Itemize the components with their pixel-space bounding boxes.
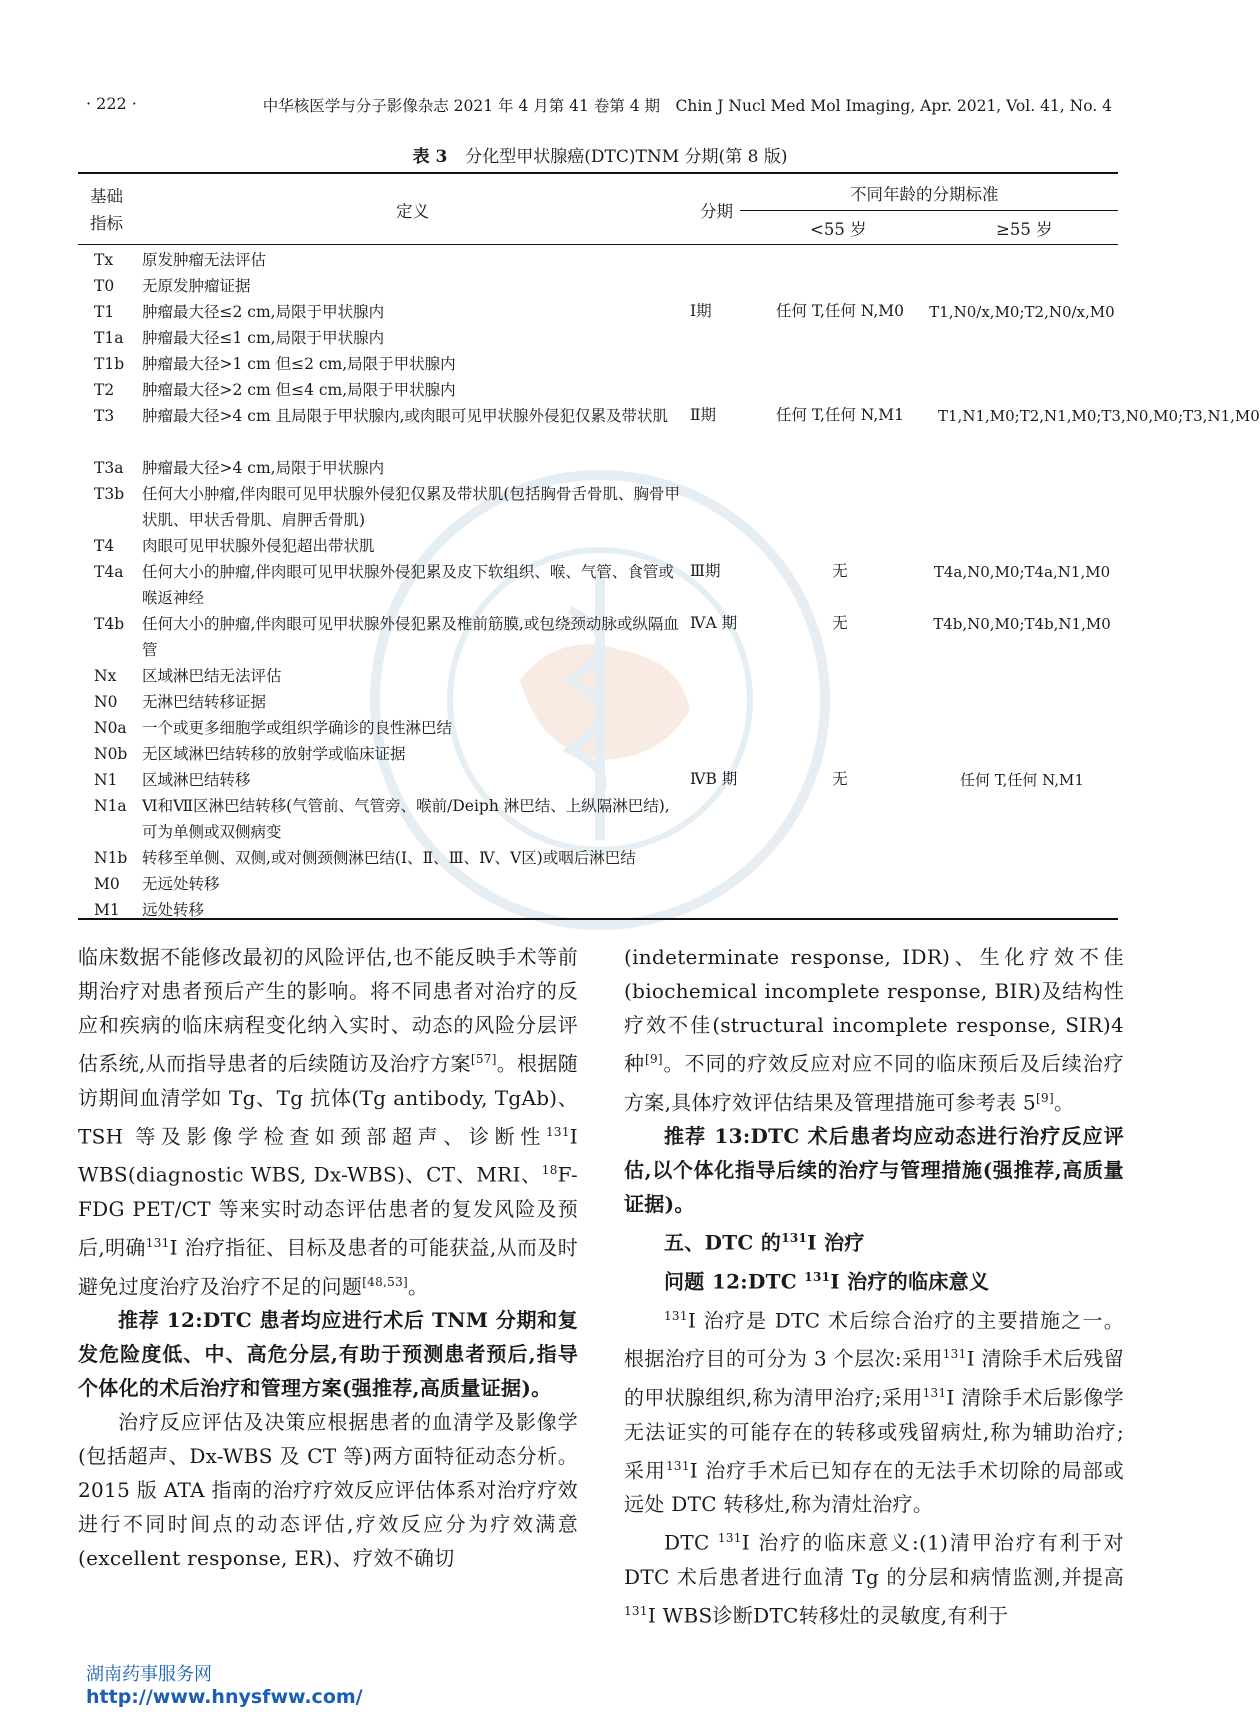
journal-citation: 中华核医学与分子影像杂志 2021 年 4 月第 41 卷第 4 期 Chin J Nucl Med Mol Imaging, Apr. 2021, Vol. 41, No. 4: [262, 97, 1112, 115]
stage-1: Ⅰ期: [690, 302, 712, 320]
page-number: · 222 ·: [86, 94, 137, 113]
right-text-column: [624, 940, 1124, 1633]
stage-1-under55: 任何 T,任何 N,M0: [775, 302, 905, 320]
paragraph: $^{131}$I 治疗是 DTC 术后综合治疗的主要措施之一。根据治疗目的可分为 3 个层次:采用$^{131}$I 清除手术后残留的甲状腺组织,称为清甲治疗;采用$^{131}$I 清除手术后影像学无法证实的可能存在的转移或残留病灶,称为辅助治疗;采用$^{131}$I 治疗手术后已知存在的无法手术切除的局部或远处 DTC 转移灶,称为清灶治疗。: [624, 1308, 1125, 1517]
left-text-column: [78, 940, 578, 1575]
table-subheader-rule: [740, 210, 1118, 211]
stage-1-over55: T1,N0/x,M0;T2,N0/x,M0: [929, 303, 1115, 321]
running-header: [86, 94, 1112, 118]
stage-2-over55: T1,N1,M0;T2,N1,M0;T3,N0,M0;T3,N1,M0: [938, 407, 1260, 425]
recommendation-12: 推荐 12:DTC 患者均应进行术后 TNM 分期和复发危险度低、中、高危分层,有助于预测患者预后,指导个体化的术后治疗和管理方案(强推荐,高质量证据)。: [78, 1308, 578, 1401]
section-heading-5: 五、DTC 的$^{131}$I 治疗: [664, 1230, 865, 1255]
stage-3-over55: T4a,N0,M0;T4a,N1,M0: [933, 563, 1111, 581]
header-stage: 分期: [700, 202, 733, 221]
source-site-name: 湖南药事服务网: [86, 1664, 212, 1685]
table-caption: 分化型甲状腺癌(DTC)TNM 分期(第 8 版): [465, 147, 788, 167]
source-footer: [86, 1660, 363, 1708]
recommendation-13: 推荐 13:DTC 术后患者均应动态进行治疗反应评估,以个体化指导后续的治疗与管理措施(强推荐,高质量证据)。: [624, 1124, 1124, 1217]
header-definition: 定义: [396, 202, 429, 221]
question-12-heading: 问题 12:DTC $^{131}$I 治疗的临床意义: [664, 1269, 990, 1294]
stage-3-under55: 无: [832, 562, 848, 580]
stage-4b-under55: 无: [832, 770, 848, 788]
paragraph: 临床数据不能修改最初的风险评估,也不能反映手术等前期治疗对患者预后产生的影响。将不同患者对治疗的反应和疾病的临床病程变化纳入实时、动态的风险分层评估系统,从而指导患者的后续随访及治疗方案[57]。根据随访期间血清学如 Tg、Tg 抗体(Tg antibody, TgAb)、TSH 等及影像学检查如颈部超声、诊断性$^{131}$I WBS(diagnostic WBS, Dx-WBS)、CT、MRI、$^{18}$F-FDG PET/CT 等来实时动态评估患者的复发风险及预后,明确$^{131}$I 治疗指征、目标及患者的可能获益,从而及时避免过度治疗及治疗不足的问题[48,53]。: [78, 945, 579, 1299]
table-title: [0, 142, 1200, 167]
stage-3: Ⅲ期: [690, 562, 721, 580]
stage-2-under55: 任何 T,任何 N,M1: [775, 406, 905, 424]
header-under-55: <55 岁: [810, 220, 867, 239]
stage-4a: ⅣA 期: [690, 614, 738, 632]
paragraph: (indeterminate response, IDR)、生化疗效不佳(biochemical incomplete response, BIR)及结构性疗效不佳(structural incomplete response, SIR)4 种[9]。不同的疗效反应对应不同的临床预后及后续治疗方案,具体疗效评估结果及管理措施可参考表 5[9]。: [624, 945, 1124, 1115]
stage-4a-over55: T4b,N0,M0;T4b,N1,M0: [933, 615, 1111, 633]
stage-4b-over55: 任何 T,任何 N,M1: [960, 771, 1084, 789]
header-over-55: ≥55 岁: [996, 220, 1053, 239]
paragraph: DTC $^{131}$I 治疗的临床意义:(1)清甲治疗有利于对 DTC 术后患者进行血清 Tg 的分层和病情监测,并提高$^{131}$I WBS诊断DTC转移灶的灵敏度,有利于: [624, 1530, 1124, 1628]
stage-4b: ⅣB 期: [690, 770, 738, 788]
header-base-line1: 基础: [90, 187, 123, 206]
stage-4a-under55: 无: [832, 614, 848, 632]
table-label: 表 3: [412, 147, 448, 167]
header-base-line2: 指标: [90, 214, 123, 233]
paragraph: 治疗反应评估及决策应根据患者的血清学及影像学(包括超声、Dx-WBS 及 CT 等)两方面特征动态分析。2015 版 ATA 指南的治疗疗效反应评估体系对治疗疗效进行不同时间点的动态评估,疗效反应分为疗效满意(excellent response, ER)、疗效不确切: [78, 1410, 578, 1571]
source-url-link[interactable]: http://www.hnysfww.com/: [86, 1686, 363, 1708]
table-header-rule: [78, 244, 1118, 245]
header-age-group: 不同年龄的分期标准: [850, 185, 999, 204]
table-top-rule: [78, 172, 1118, 174]
stage-2: Ⅱ期: [690, 406, 717, 424]
